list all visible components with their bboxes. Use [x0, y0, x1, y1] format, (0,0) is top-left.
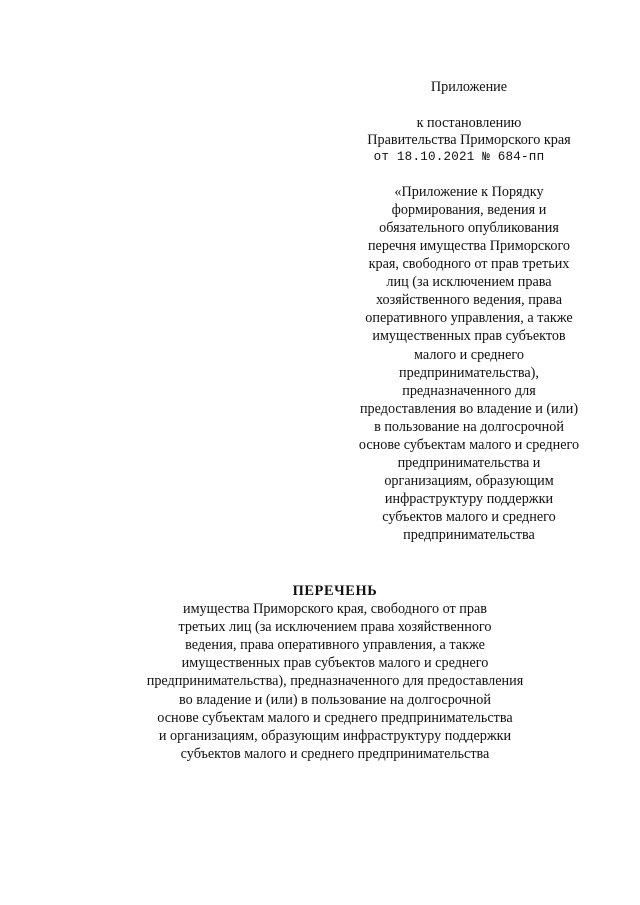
- quote-line: оперативного управления, а также: [365, 310, 573, 327]
- list-description-line: основе субъектам малого и среднего предпринимательства: [157, 709, 513, 726]
- quote-line: основе субъектам малого и среднего: [358, 436, 580, 453]
- quote-line: имущественных прав субъектов: [372, 328, 566, 345]
- list-description-line: предпринимательства), предназначенного для предоставления: [146, 673, 524, 690]
- quote-line: предпринимательства),: [399, 364, 539, 381]
- list-description-line: имущества Приморского края, свободного от прав: [182, 601, 487, 617]
- quote-line: предпринимательства и: [397, 454, 541, 471]
- quote-line: инфраструктуру поддержки: [384, 490, 554, 507]
- list-description-line: третьих лиц (за исключением права хозяйственного: [178, 619, 492, 636]
- list-title: ПЕРЕЧЕНЬ: [292, 583, 378, 599]
- list-description-line: субъектов малого и среднего предпринимательства: [180, 745, 490, 762]
- quote-line: хозяйственного ведения, права: [375, 292, 562, 309]
- quote-line: предоставления во владение и (или): [359, 400, 579, 417]
- quote-line: края, свободного от прав третьих: [368, 256, 570, 273]
- quote-line: субъектов малого и среднего: [382, 508, 556, 525]
- list-description-line: ведения, права оперативного управления, а также: [185, 637, 485, 654]
- quote-line: лиц (за исключением права: [386, 274, 552, 291]
- quote-line: формирования, ведения и: [391, 202, 547, 219]
- quote-line: перечня имущества Приморского: [367, 238, 571, 255]
- quote-line: в пользование на долгосрочной: [374, 418, 564, 435]
- appendix-label: Приложение: [430, 79, 508, 95]
- government-name: Правительства Приморского края: [367, 132, 571, 148]
- resolution-reference: к постановлению: [416, 115, 522, 131]
- date-number-stamp: от 18.10.2021 № 684-пп: [373, 150, 545, 164]
- quote-line: предназначенного для: [402, 382, 536, 399]
- quote-line: малого и среднего: [414, 346, 524, 363]
- list-description-line: имущественных прав субъектов малого и среднего: [181, 655, 489, 672]
- list-description-line: во владение и (или) в пользование на долгосрочной: [179, 691, 491, 708]
- list-description-line: и организациям, образующим инфраструктуру поддержки: [158, 727, 512, 744]
- quote-line: обязательного опубликования: [379, 220, 559, 237]
- quote-line: предпринимательства: [403, 527, 535, 543]
- quote-line: «Приложение к Порядку: [394, 184, 544, 200]
- quote-line: организациям, образующим: [384, 472, 554, 489]
